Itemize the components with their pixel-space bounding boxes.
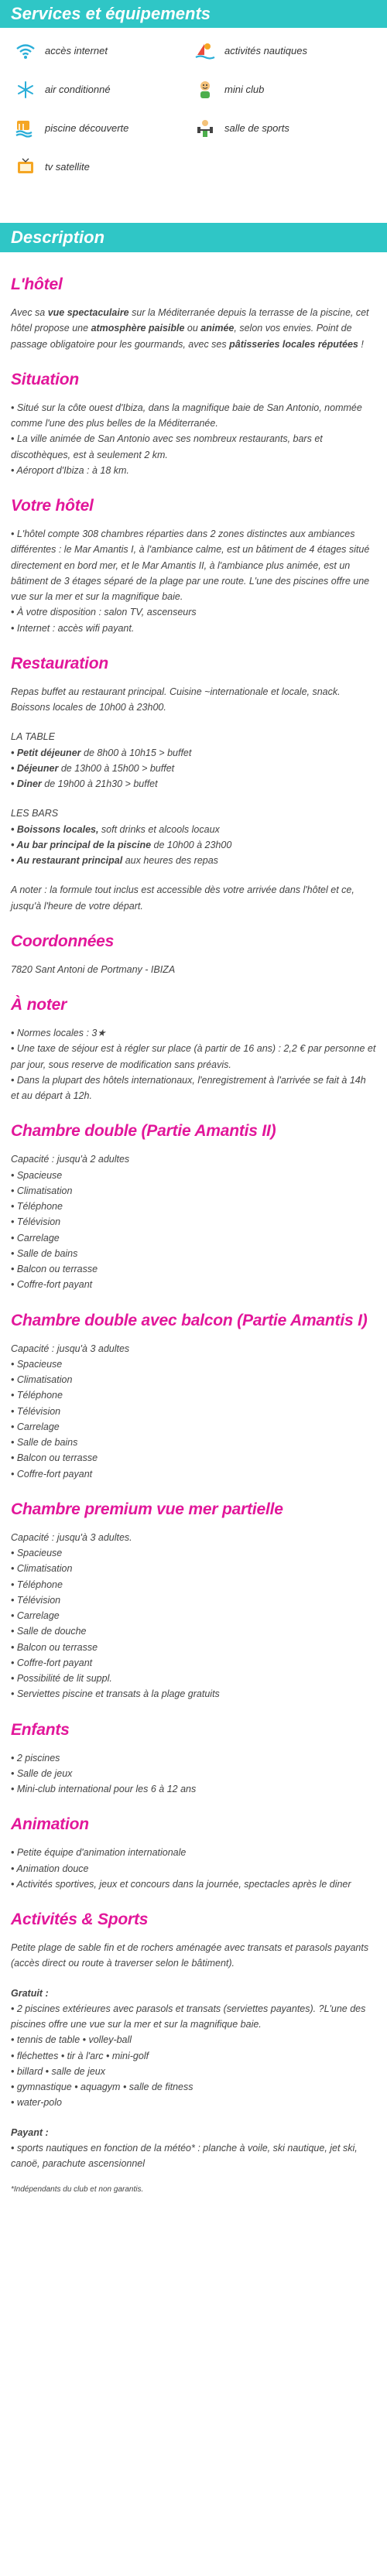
pool-icon (14, 118, 37, 139)
room3-line: • Serviettes piscine et transats à la plage gratuits (11, 1688, 220, 1700)
votre-hotel-line: • Internet : accès wifi payant. (11, 622, 135, 634)
enfants-line: • Mini-club international pour les 6 à 12 ans (11, 1784, 197, 1794)
room3-heading: Chambre premium vue mer partielle (11, 1500, 283, 1518)
table-line: • Diner de 19h00 à 21h30 > buffet (11, 778, 158, 789)
service-label: accès internet (45, 45, 108, 57)
payant-line: • sports nautiques en fonction de la météo* : planche à voile, ski nautique, jet ski, canoë, parachute ascensionnel (11, 2142, 358, 2169)
bars-subheading: LES BARS (11, 808, 59, 819)
table-subheading: LA TABLE (11, 731, 55, 743)
room1-line: • Salle de bains (11, 1247, 78, 1259)
room3-line: • Balcon ou terrasse (11, 1641, 98, 1653)
room1-line: • Carrelage (11, 1232, 60, 1244)
a-noter-line: • Normes locales : 3★ (11, 1028, 106, 1038)
service-item (194, 79, 373, 101)
room1-line: • Coffre-fort payant (11, 1279, 93, 1291)
room2-heading: Chambre double avec balcon (Partie Amantis I) (11, 1311, 368, 1329)
votre-hotel-line: • L'hôtel compte 308 chambres réparties dans 2 zones distinctes aux ambiances différentes : le Mar Amantis I, à l'ambiance calme, est un bâtiment de 4 étages situé directement en bord mer, et le Mar Amantis II, à l'ambiance plus animée, est un bâtiment de 3 étages séparé de la plage par une route. L'une des piscines offre une vue sur la mer et sur la magnifique baie. (11, 529, 370, 602)
nautical-icon (194, 40, 217, 62)
footnote: *Indépendants du club et non garantis. (11, 2185, 144, 2195)
table-line: • Petit déjeuner de 8h00 à 10h15 > buffet (11, 747, 192, 758)
a-noter-line: • Dans la plupart des hôtels internationaux, l'enregistrement à l'arrivée se fait à 14h et au départ à 12h. (11, 1074, 366, 1101)
room1-line: • Spacieuse (11, 1169, 63, 1181)
room1-line: • Télévision (11, 1216, 61, 1228)
room2-line: • Salle de bains (11, 1437, 78, 1448)
bars-line: • Boissons locales, soft drinks et alcools locaux (11, 823, 220, 835)
room2-line: • Coffre-fort payant (11, 1468, 93, 1480)
restauration-intro: Repas buffet au restaurant principal. Cuisine ~internationale et locale, snack. Boissons locales de 10h00 à 23h00. (11, 686, 341, 713)
service-label: mini club (224, 84, 265, 96)
gratuit-subheading: Gratuit : (11, 1987, 49, 1999)
service-item (194, 118, 373, 139)
room2-line: • Balcon ou terrasse (11, 1452, 98, 1464)
room1-capacity: Capacité : jusqu'à 2 adultes (11, 1154, 130, 1165)
situation-line: • Situé sur la côte ouest d'Ibiza, dans la magnifique baie de San Antonio, nommée comme l'une des plus belles de la Méditerranée. (11, 402, 362, 429)
room2-line: • Carrelage (11, 1421, 60, 1432)
room1-line: • Balcon ou terrasse (11, 1264, 98, 1274)
bars-line: • Au bar principal de la piscine de 10h00 à 23h00 (11, 839, 232, 850)
room2-capacity: Capacité : jusqu'à 3 adultes (11, 1343, 130, 1354)
service-item (14, 79, 194, 101)
coordonnees-heading: Coordonnées (11, 932, 115, 950)
a-noter-heading: À noter (11, 996, 67, 1014)
enfants-heading: Enfants (11, 1720, 70, 1739)
room1-line: • Climatisation (11, 1185, 73, 1196)
gratuit-line: • gymnastique • aquagym • salle de fitness (11, 2082, 194, 2092)
service-label: salle de sports (224, 122, 289, 135)
animation-line: • Petite équipe d'animation internationale (11, 1847, 187, 1859)
service-label: activités nautiques (224, 45, 307, 57)
room1-heading: Chambre double (Partie Amantis II) (11, 1122, 276, 1141)
wifi-icon (14, 40, 37, 62)
restauration-note: A noter : la formule tout inclus est accessible dès votre arrivée dans l'hôtel et ce, jusqu'à l'heure de votre départ. (11, 884, 354, 912)
votre-hotel-line: • À votre disposition : salon TV, ascenseurs (11, 607, 197, 618)
services-title: Services et équipements (0, 0, 387, 28)
room2-line: • Téléphone (11, 1390, 63, 1401)
description-title: Description (0, 223, 387, 252)
services-grid (0, 28, 387, 178)
room3-line: • Salle de douche (11, 1626, 87, 1637)
kids-club-icon (194, 79, 217, 101)
service-item (194, 40, 373, 62)
service-label: tv satellite (45, 161, 90, 173)
service-item (14, 118, 194, 139)
situation-heading: Situation (11, 370, 80, 388)
bars-line: • Au restaurant principal aux heures des repas (11, 855, 218, 866)
room3-line: • Coffre-fort payant (11, 1657, 93, 1668)
room3-line: • Spacieuse (11, 1548, 63, 1558)
table-line: • Déjeuner de 13h00 à 15h00 > buffet (11, 762, 175, 774)
tv-icon (14, 156, 37, 178)
animation-line: • Animation douce (11, 1863, 89, 1874)
service-item (14, 156, 194, 178)
room3-line: • Possibilité de lit suppl. (11, 1673, 112, 1684)
payant-subheading: Payant : (11, 2126, 49, 2138)
service-item (14, 40, 194, 62)
room3-line: • Télévision (11, 1594, 61, 1606)
gratuit-line: • fléchettes • tir à l'arc • mini-golf (11, 2050, 149, 2061)
gratuit-line: • 2 piscines extérieures avec parasols et transats (serviettes payantes). ?L'une des piscines offre une vue sur la mer et sur la magnifique baie. (11, 2003, 366, 2030)
gratuit-line: • billard • salle de jeux (11, 2065, 106, 2077)
room3-line: • Climatisation (11, 1563, 73, 1575)
a-noter-line: • Une taxe de séjour est à régler sur place (à partir de 16 ans) : 2,2 € par personne et par jour, sous reserve de modification sans préavis. (11, 1043, 376, 1070)
gratuit-line: • water-polo (11, 2097, 62, 2109)
room2-line: • Spacieuse (11, 1358, 63, 1370)
animation-line: • Activités sportives, jeux et concours dans la journée, spectacles après le diner (11, 1878, 351, 1890)
room3-line: • Téléphone (11, 1579, 63, 1590)
hotel-heading: L'hôtel (11, 275, 63, 293)
animation-heading: Animation (11, 1815, 89, 1834)
room2-line: • Télévision (11, 1405, 61, 1417)
service-label: air conditionné (45, 84, 111, 96)
room3-line: • Carrelage (11, 1610, 60, 1621)
snowflake-icon (14, 79, 37, 101)
hotel-text: Avec sa vue spectaculaire sur la Méditerranée depuis la terrasse de la piscine, cet hôtel propose une atmosphère paisible ou animée, selon vos envies. Point de passage obligatoire pour les gourmands, avec ses pâtisseries locales réputées ! (11, 307, 369, 350)
enfants-line: • 2 piscines (11, 1752, 60, 1764)
address: 7820 Sant Antoni de Portmany - IBIZA (11, 963, 176, 975)
service-label: piscine découverte (45, 122, 129, 135)
votre-hotel-heading: Votre hôtel (11, 497, 94, 515)
situation-line: • Aéroport d'Ibiza : à 18 km. (11, 464, 129, 476)
activites-heading: Activités & Sports (11, 1911, 149, 1928)
gratuit-line: • tennis de table • volley-ball (11, 2034, 132, 2046)
room1-line: • Téléphone (11, 1201, 63, 1212)
room2-line: • Climatisation (11, 1374, 73, 1385)
room3-capacity: Capacité : jusqu'à 3 adultes. (11, 1531, 132, 1543)
description-content (0, 274, 387, 2212)
restauration-heading: Restauration (11, 654, 108, 672)
dumbbell-icon (194, 118, 217, 139)
activites-intro: Petite plage de sable fin et de rochers aménagée avec transats et parasols payants (accès direct ou route à traverser selon le bâtiment). (11, 1942, 369, 1969)
enfants-line: • Salle de jeux (11, 1767, 73, 1779)
situation-line: • La ville animée de San Antonio avec ses nombreux restaurants, bars et discothèques, est à seulement 2 km. (11, 433, 323, 460)
